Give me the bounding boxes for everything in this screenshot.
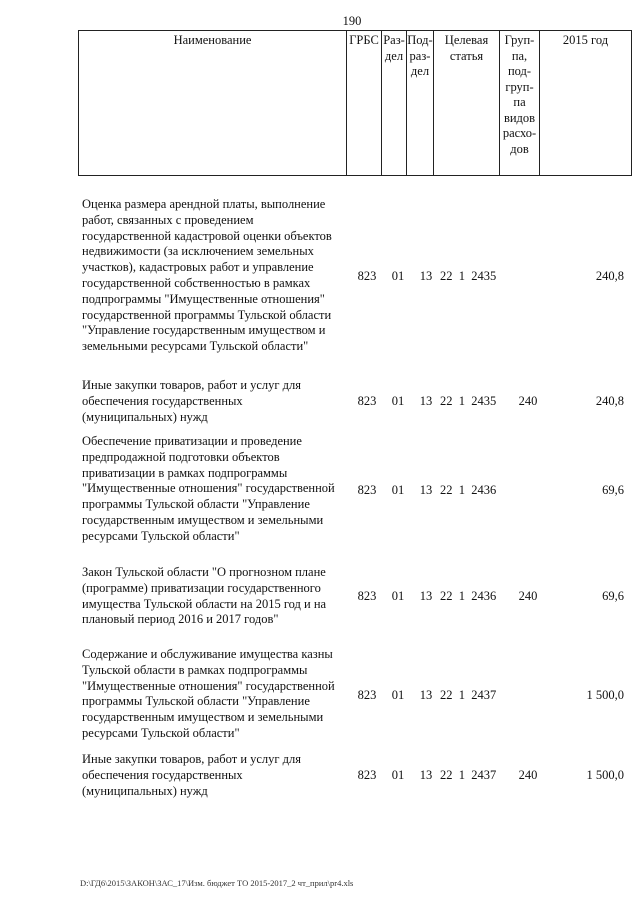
- row-grbs: 823: [357, 394, 377, 408]
- row-name-line: Тульской области в рамках подпрограммы: [82, 662, 308, 677]
- row-podrazdel: 13: [419, 768, 433, 782]
- row-amount: 240,8: [595, 394, 624, 408]
- header-name: Наименование: [79, 31, 347, 175]
- row-name-line: государственным имуществом и земельными: [82, 512, 324, 527]
- row-target-article: 22 1 2437: [440, 688, 497, 702]
- header-group-line: дов: [510, 141, 529, 156]
- table-row: [0, 378, 640, 428]
- table-row: [0, 752, 640, 802]
- row-razdel: 01: [391, 269, 405, 283]
- row-name-line: программы Тульской области "Управление: [82, 497, 310, 512]
- row-name-line: обеспечения государственных: [82, 393, 243, 408]
- row-amount: 69,6: [602, 483, 624, 497]
- row-razdel: 01: [391, 768, 405, 782]
- row-name-line: (муниципальных) нужд: [82, 783, 208, 798]
- row-grbs: 823: [357, 688, 377, 702]
- row-podrazdel: 13: [419, 688, 433, 702]
- table-row: [0, 565, 640, 631]
- row-name-line: государственной программы Тульской области: [82, 307, 332, 322]
- row-name-line: участков), кадастровых работ и управление: [82, 260, 314, 275]
- file-path-footer: D:\ГД6\2015\ЗАКОН\ЗАС_17\Изм. бюджет ТО 2015-2017_2 чт_прил\pr4.xls: [80, 878, 354, 888]
- row-name-line: "Управление государственным имуществом и: [82, 323, 326, 338]
- row-name-line: плановый период 2016 и 2017 годов": [82, 612, 279, 627]
- header-group-line: па: [513, 95, 526, 109]
- table-row: [0, 647, 640, 745]
- row-expense-group: 240: [518, 589, 538, 603]
- row-expense-group: 240: [518, 394, 538, 408]
- row-razdel: 01: [391, 394, 405, 408]
- row-razdel: 01: [391, 688, 405, 702]
- row-podrazdel: 13: [419, 394, 433, 408]
- header-podrazdel-line: раз-: [409, 48, 431, 63]
- row-name: [82, 647, 352, 742]
- row-amount: 240,8: [595, 269, 624, 283]
- row-name-line: (программе) приватизации государственного: [82, 580, 321, 595]
- row-name-line: ресурсами Тульской области": [82, 528, 240, 543]
- row-grbs: 823: [357, 768, 377, 782]
- row-name-line: работ, связанных с проведением: [82, 212, 254, 227]
- row-amount: 69,6: [602, 589, 624, 603]
- row-name-line: Закон Тульской области "О прогнозном плане: [82, 565, 326, 579]
- header-grbs: ГРБС: [347, 31, 382, 175]
- table-row: [0, 197, 640, 357]
- row-target-article: 22 1 2436: [440, 483, 497, 497]
- row-amount: 1 500,0: [586, 688, 624, 702]
- row-name: [82, 378, 352, 425]
- row-name-line: Иные закупки товаров, работ и услуг для: [82, 752, 302, 766]
- row-name-line: государственным имуществом и земельными: [82, 710, 324, 725]
- header-podrazdel-line: дел: [410, 64, 430, 78]
- header-stat-line: Целевая: [444, 33, 489, 47]
- row-name-line: (муниципальных) нужд: [82, 409, 208, 424]
- row-podrazdel: 13: [419, 589, 433, 603]
- row-amount: 1 500,0: [586, 768, 624, 782]
- row-expense-group: 240: [518, 768, 538, 782]
- row-razdel: 01: [391, 483, 405, 497]
- row-grbs: 823: [357, 483, 377, 497]
- row-name-line: недвижимости (за исключением земельных: [82, 244, 314, 259]
- header-razdel-line: Раз-: [383, 33, 405, 47]
- row-name-line: государственной собственностью в рамках: [82, 275, 311, 290]
- row-target-article: 22 1 2437: [440, 768, 497, 782]
- row-grbs: 823: [357, 269, 377, 283]
- header-podrazdel-line: Под-: [407, 33, 433, 47]
- row-name: [82, 434, 352, 545]
- row-name-line: Оценка размера арендной платы, выполнение: [82, 197, 326, 211]
- header-stat-line: статья: [449, 48, 484, 63]
- row-name-line: приватизации в рамках подпрограммы: [82, 465, 288, 480]
- row-name-line: земельными ресурсами Тульской области": [82, 339, 309, 354]
- row-target-article: 22 1 2436: [440, 589, 497, 603]
- row-name-line: имущества Тульской области на 2015 год и на: [82, 596, 327, 611]
- row-grbs: 823: [357, 589, 377, 603]
- row-podrazdel: 13: [419, 269, 433, 283]
- header-razdel-line: дел: [384, 48, 404, 63]
- row-razdel: 01: [391, 589, 405, 603]
- row-name-line: Обеспечение приватизации и проведение: [82, 434, 302, 448]
- row-podrazdel: 13: [419, 483, 433, 497]
- header-podrazdel: [407, 31, 434, 175]
- row-name-line: "Имущественные отношения" государственной: [82, 481, 335, 496]
- row-name: [82, 197, 352, 355]
- header-expense-group: [500, 31, 540, 175]
- header-razdel: [382, 31, 407, 175]
- header-group-line: груп-: [505, 79, 534, 94]
- row-name-line: Содержание и обслуживание имущества казны: [82, 647, 333, 661]
- row-name-line: ресурсами Тульской области": [82, 725, 240, 740]
- row-name-line: программы Тульской области "Управление: [82, 694, 310, 709]
- table-row: [0, 434, 640, 549]
- row-target-article: 22 1 2435: [440, 394, 497, 408]
- row-target-article: 22 1 2435: [440, 269, 497, 283]
- header-group-line: расхо-: [502, 126, 537, 140]
- row-name: [82, 565, 352, 628]
- row-name-line: подпрограммы "Имущественные отношения": [82, 291, 325, 306]
- header-group-line: под-: [507, 64, 532, 78]
- header-group-line: Груп-: [504, 33, 535, 47]
- row-name-line: "Имущественные отношения" государственной: [82, 678, 335, 693]
- row-name-line: Иные закупки товаров, работ и услуг для: [82, 378, 302, 392]
- table-header: [78, 30, 632, 176]
- row-name: [82, 752, 352, 799]
- header-target-article: [434, 31, 500, 175]
- row-name-line: предпродажной подготовки объектов: [82, 449, 280, 464]
- header-group-line: па,: [511, 48, 528, 63]
- row-name-line: государственной кадастровой оценки объектов: [82, 228, 332, 243]
- row-name-line: обеспечения государственных: [82, 767, 243, 782]
- header-group-line: видов: [503, 110, 536, 125]
- page-number: 190: [342, 14, 362, 28]
- header-year: 2015 год: [562, 33, 609, 47]
